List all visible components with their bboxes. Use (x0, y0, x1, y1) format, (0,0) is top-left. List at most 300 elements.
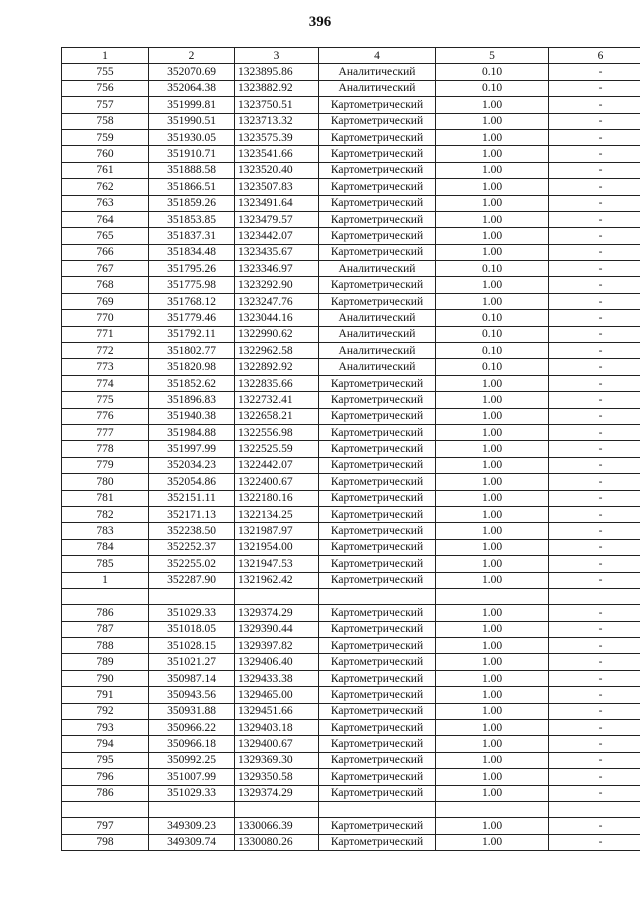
table-cell: 1.00 (436, 441, 549, 457)
table-cell: Картометрический (319, 752, 436, 768)
table-row (62, 621, 640, 637)
table-cell: 351984.88 (149, 424, 235, 440)
table-cell (62, 588, 149, 604)
table-cell: 1.00 (436, 556, 549, 572)
table-row (62, 293, 640, 309)
table-cell: 352151.11 (149, 490, 235, 506)
table-cell: - (549, 457, 640, 473)
table-cell: 774 (62, 375, 149, 391)
table-cell: Картометрический (319, 670, 436, 686)
table-cell: - (549, 113, 640, 129)
table-cell: Аналитический (319, 64, 436, 80)
table-cell: 1.00 (436, 146, 549, 162)
table-cell: - (549, 703, 640, 719)
table-cell: 755 (62, 64, 149, 80)
table-cell: 1.00 (436, 179, 549, 195)
table-cell: 1322892.92 (235, 359, 319, 375)
table-row (62, 146, 640, 162)
table-cell: 1.00 (436, 244, 549, 260)
table-cell: 351859.26 (149, 195, 235, 211)
table-cell: 1321954.00 (235, 539, 319, 555)
table-cell: 351866.51 (149, 179, 235, 195)
table-cell: 0.10 (436, 261, 549, 277)
table-cell: 1323882.92 (235, 80, 319, 96)
table-cell: 351999.81 (149, 97, 235, 113)
table-cell (549, 801, 640, 817)
table-cell: - (549, 424, 640, 440)
table-cell: 1322990.62 (235, 326, 319, 342)
table-row (62, 506, 640, 522)
table-cell: Картометрический (319, 146, 436, 162)
table-cell: 771 (62, 326, 149, 342)
table-cell: - (549, 687, 640, 703)
table-cell: 790 (62, 670, 149, 686)
table-cell: 1321947.53 (235, 556, 319, 572)
table-row (62, 818, 640, 834)
table-cell (235, 801, 319, 817)
table-cell: 1.00 (436, 638, 549, 654)
table-cell: - (549, 146, 640, 162)
table-cell: 351779.46 (149, 310, 235, 326)
table-row (62, 343, 640, 359)
table-cell: 757 (62, 97, 149, 113)
table-cell: - (549, 769, 640, 785)
table-cell: 0.10 (436, 326, 549, 342)
table-row (62, 80, 640, 96)
table-cell: 776 (62, 408, 149, 424)
table-cell: 777 (62, 424, 149, 440)
table-row (62, 523, 640, 539)
table-cell: - (549, 670, 640, 686)
table-cell: 0.10 (436, 64, 549, 80)
table-cell: 1330080.26 (235, 834, 319, 850)
table-cell: - (549, 343, 640, 359)
table-cell: 351820.98 (149, 359, 235, 375)
table-cell: 764 (62, 211, 149, 227)
table-cell: 785 (62, 556, 149, 572)
table-cell: Картометрический (319, 228, 436, 244)
table-cell: 1.00 (436, 228, 549, 244)
table-cell: Картометрический (319, 703, 436, 719)
table-cell: 1.00 (436, 769, 549, 785)
table-row (62, 474, 640, 490)
table-cell: 351795.26 (149, 261, 235, 277)
table-cell: 798 (62, 834, 149, 850)
table-cell: 761 (62, 162, 149, 178)
table-cell: 351018.05 (149, 621, 235, 637)
table-cell: 1.00 (436, 572, 549, 588)
table-cell: 1329403.18 (235, 720, 319, 736)
table-row (62, 277, 640, 293)
table-cell: 781 (62, 490, 149, 506)
table-cell: 1323507.83 (235, 179, 319, 195)
table-cell: 1.00 (436, 654, 549, 670)
table-cell: 352070.69 (149, 64, 235, 80)
table-cell (436, 588, 549, 604)
table-cell: Картометрический (319, 818, 436, 834)
table-cell: 766 (62, 244, 149, 260)
table-cell: 351028.15 (149, 638, 235, 654)
table-row (62, 834, 640, 850)
table-cell: 1.00 (436, 195, 549, 211)
table-row (62, 654, 640, 670)
table-cell: - (549, 97, 640, 113)
table-cell (436, 801, 549, 817)
table-cell: 352255.02 (149, 556, 235, 572)
table-cell: - (549, 638, 640, 654)
table-cell: 775 (62, 392, 149, 408)
table-cell: Картометрический (319, 785, 436, 801)
table-cell: 1321987.97 (235, 523, 319, 539)
table-cell: - (549, 523, 640, 539)
table-cell: Картометрический (319, 97, 436, 113)
table-cell: 1329433.38 (235, 670, 319, 686)
table-cell: - (549, 129, 640, 145)
table-cell: 1.00 (436, 785, 549, 801)
table-row (62, 801, 640, 817)
table-cell: Картометрический (319, 195, 436, 211)
table-cell: - (549, 506, 640, 522)
table-cell: 795 (62, 752, 149, 768)
table-cell: 784 (62, 539, 149, 555)
table-header-row (62, 48, 640, 64)
table-cell: 351029.33 (149, 605, 235, 621)
table-cell: - (549, 785, 640, 801)
table-cell: - (549, 818, 640, 834)
table-cell: 758 (62, 113, 149, 129)
table-row (62, 408, 640, 424)
table-cell: Аналитический (319, 261, 436, 277)
table-cell: 1329390.44 (235, 621, 319, 637)
table-cell: 350992.25 (149, 752, 235, 768)
table-cell (319, 801, 436, 817)
table-cell: 1.00 (436, 277, 549, 293)
table-cell: 1323895.86 (235, 64, 319, 80)
table-row (62, 736, 640, 752)
table-cell: 1323292.90 (235, 277, 319, 293)
table-row (62, 638, 640, 654)
table-cell: 1.00 (436, 408, 549, 424)
table-cell: 0.10 (436, 310, 549, 326)
table-cell: - (549, 720, 640, 736)
table-cell: 351888.58 (149, 162, 235, 178)
table-cell: 1.00 (436, 605, 549, 621)
table-row (62, 457, 640, 473)
table-cell: 1.00 (436, 703, 549, 719)
table-cell: Аналитический (319, 326, 436, 342)
table-cell: 1323044.16 (235, 310, 319, 326)
table-cell: 351768.12 (149, 293, 235, 309)
table-cell (149, 801, 235, 817)
table-cell: 763 (62, 195, 149, 211)
table-cell: 350943.56 (149, 687, 235, 703)
table-cell: 765 (62, 228, 149, 244)
table-cell: 1.00 (436, 129, 549, 145)
table-cell: 1323575.39 (235, 129, 319, 145)
table-cell: Картометрический (319, 490, 436, 506)
table-row (62, 113, 640, 129)
table-row (62, 392, 640, 408)
table-cell: 1323346.97 (235, 261, 319, 277)
table-row (62, 310, 640, 326)
table-cell: 349309.23 (149, 818, 235, 834)
table-cell: 352034.23 (149, 457, 235, 473)
table-cell: 1.00 (436, 97, 549, 113)
table-cell: 1323479.57 (235, 211, 319, 227)
table-cell: 1.00 (436, 293, 549, 309)
table-cell: 772 (62, 343, 149, 359)
table-cell: Картометрический (319, 687, 436, 703)
table-cell: 1.00 (436, 670, 549, 686)
table-cell: 1.00 (436, 687, 549, 703)
table-cell: Картометрический (319, 244, 436, 260)
table-cell: - (549, 195, 640, 211)
table-cell: 1329374.29 (235, 785, 319, 801)
table-cell: Картометрический (319, 211, 436, 227)
table-cell: 1322180.16 (235, 490, 319, 506)
table-cell: 1 (62, 572, 149, 588)
table-cell: 1329465.00 (235, 687, 319, 703)
table-cell: - (549, 326, 640, 342)
table-cell: - (549, 556, 640, 572)
table-cell: 786 (62, 605, 149, 621)
table-row (62, 588, 640, 604)
table-cell: 770 (62, 310, 149, 326)
table-cell: 1329406.40 (235, 654, 319, 670)
table-row (62, 162, 640, 178)
column-header: 3 (235, 48, 319, 64)
table-cell: - (549, 834, 640, 850)
table-cell: Картометрический (319, 293, 436, 309)
table-cell: 1322835.66 (235, 375, 319, 391)
table-cell: 1.00 (436, 457, 549, 473)
table-cell: 351775.98 (149, 277, 235, 293)
table-row (62, 490, 640, 506)
table-row (62, 441, 640, 457)
table-cell: - (549, 244, 640, 260)
table-cell: 351834.48 (149, 244, 235, 260)
table-cell: 792 (62, 703, 149, 719)
table-cell: - (549, 605, 640, 621)
table-cell: Картометрический (319, 277, 436, 293)
table-cell: 1.00 (436, 211, 549, 227)
table-cell: - (549, 392, 640, 408)
table-cell: Картометрический (319, 539, 436, 555)
table-cell: - (549, 64, 640, 80)
table-cell: 1.00 (436, 392, 549, 408)
table-cell: 351852.62 (149, 375, 235, 391)
table-cell: 1323750.51 (235, 97, 319, 113)
table-cell: - (549, 80, 640, 96)
table-row (62, 228, 640, 244)
table-cell: 349309.74 (149, 834, 235, 850)
table-cell: 352064.38 (149, 80, 235, 96)
table-cell: 1.00 (436, 834, 549, 850)
table-cell: - (549, 179, 640, 195)
table-cell: - (549, 310, 640, 326)
table-cell: 797 (62, 818, 149, 834)
table-cell: 796 (62, 769, 149, 785)
table-cell: Картометрический (319, 638, 436, 654)
table-cell: 1322442.07 (235, 457, 319, 473)
table-cell: 351853.85 (149, 211, 235, 227)
table-cell: 769 (62, 293, 149, 309)
table-cell: 351930.05 (149, 129, 235, 145)
table-cell: 1322658.21 (235, 408, 319, 424)
table-cell: 1.00 (436, 736, 549, 752)
table-cell: 1322732.41 (235, 392, 319, 408)
table-cell: 1.00 (436, 752, 549, 768)
table-cell: Картометрический (319, 621, 436, 637)
table-cell: 350966.22 (149, 720, 235, 736)
table-cell: 350987.14 (149, 670, 235, 686)
table-cell: 780 (62, 474, 149, 490)
table-cell (235, 588, 319, 604)
table-cell: Аналитический (319, 80, 436, 96)
table-row (62, 211, 640, 227)
table-cell: 1322400.67 (235, 474, 319, 490)
table-row (62, 670, 640, 686)
table-cell: 351007.99 (149, 769, 235, 785)
table-cell: - (549, 736, 640, 752)
table-row (62, 244, 640, 260)
table-cell: Картометрический (319, 129, 436, 145)
table-cell: Картометрический (319, 736, 436, 752)
table-cell: - (549, 211, 640, 227)
table-cell: 350966.18 (149, 736, 235, 752)
table-cell: Картометрический (319, 605, 436, 621)
table-cell: Аналитический (319, 310, 436, 326)
table-cell: 1329397.82 (235, 638, 319, 654)
table-cell: 1.00 (436, 621, 549, 637)
table-row (62, 129, 640, 145)
table-cell: 768 (62, 277, 149, 293)
table-cell: 762 (62, 179, 149, 195)
table-cell: 1322525.59 (235, 441, 319, 457)
table-cell: 351990.51 (149, 113, 235, 129)
table-cell: 778 (62, 441, 149, 457)
column-header: 5 (436, 48, 549, 64)
table-cell: Картометрический (319, 408, 436, 424)
table-cell: Картометрический (319, 523, 436, 539)
table-cell (549, 588, 640, 604)
table-cell: Картометрический (319, 556, 436, 572)
table-cell: - (549, 621, 640, 637)
table-cell: - (549, 359, 640, 375)
table-cell: 1323520.40 (235, 162, 319, 178)
table-cell: 0.10 (436, 343, 549, 359)
table-cell: 786 (62, 785, 149, 801)
table-cell: 789 (62, 654, 149, 670)
table-cell: Аналитический (319, 359, 436, 375)
table-cell: 788 (62, 638, 149, 654)
table-cell: 1.00 (436, 818, 549, 834)
table-cell: 791 (62, 687, 149, 703)
table-cell: - (549, 490, 640, 506)
table-row (62, 752, 640, 768)
table-cell: 1323442.07 (235, 228, 319, 244)
table-cell: 351997.99 (149, 441, 235, 457)
table-cell: Картометрический (319, 441, 436, 457)
table-row (62, 539, 640, 555)
table-cell: Картометрический (319, 457, 436, 473)
table-row (62, 687, 640, 703)
table-cell: - (549, 375, 640, 391)
table-cell: - (549, 228, 640, 244)
table-row (62, 605, 640, 621)
table-cell: 0.10 (436, 359, 549, 375)
column-header: 4 (319, 48, 436, 64)
table-cell: 1.00 (436, 523, 549, 539)
table-cell: 0.10 (436, 80, 549, 96)
table-cell: 1322962.58 (235, 343, 319, 359)
table-cell: 794 (62, 736, 149, 752)
table-cell: Картометрический (319, 506, 436, 522)
table-cell: 351910.71 (149, 146, 235, 162)
table-cell: Картометрический (319, 424, 436, 440)
table-cell: 1.00 (436, 474, 549, 490)
table-cell: 1.00 (436, 506, 549, 522)
table-cell: 783 (62, 523, 149, 539)
table-cell: 1329374.29 (235, 605, 319, 621)
table-cell: Картометрический (319, 769, 436, 785)
table-cell: - (549, 752, 640, 768)
table-cell: 1322556.98 (235, 424, 319, 440)
table-cell: 1329451.66 (235, 703, 319, 719)
table-cell: 1329369.30 (235, 752, 319, 768)
table-cell: 1330066.39 (235, 818, 319, 834)
table-cell: 1322134.25 (235, 506, 319, 522)
table-cell: Картометрический (319, 474, 436, 490)
table-cell: 351021.27 (149, 654, 235, 670)
table-cell: 1.00 (436, 490, 549, 506)
table-cell: 351940.38 (149, 408, 235, 424)
table-cell: 756 (62, 80, 149, 96)
table-cell: - (549, 654, 640, 670)
table-cell: 351837.31 (149, 228, 235, 244)
table-cell: 1.00 (436, 720, 549, 736)
table-row (62, 785, 640, 801)
table-cell: 351792.11 (149, 326, 235, 342)
table-cell: - (549, 474, 640, 490)
table-row (62, 359, 640, 375)
table-cell: 759 (62, 129, 149, 145)
table-row (62, 572, 640, 588)
table-cell: 352238.50 (149, 523, 235, 539)
table-cell: - (549, 277, 640, 293)
table-cell: 1323713.32 (235, 113, 319, 129)
table-row (62, 97, 640, 113)
table-row (62, 769, 640, 785)
table-row (62, 326, 640, 342)
table-cell: 1323247.76 (235, 293, 319, 309)
table-body (62, 64, 640, 851)
table-cell: 1323435.67 (235, 244, 319, 260)
table-cell: 767 (62, 261, 149, 277)
table-cell: 1323491.64 (235, 195, 319, 211)
column-header: 2 (149, 48, 235, 64)
table-cell: Картометрический (319, 392, 436, 408)
table-cell (62, 801, 149, 817)
table-cell: Картометрический (319, 572, 436, 588)
page-number: 396 (308, 14, 332, 30)
table-cell: - (549, 441, 640, 457)
table-cell: 352054.86 (149, 474, 235, 490)
table-cell: 793 (62, 720, 149, 736)
table-cell: 1329400.67 (235, 736, 319, 752)
table-cell: 1323541.66 (235, 146, 319, 162)
table-cell: - (549, 408, 640, 424)
